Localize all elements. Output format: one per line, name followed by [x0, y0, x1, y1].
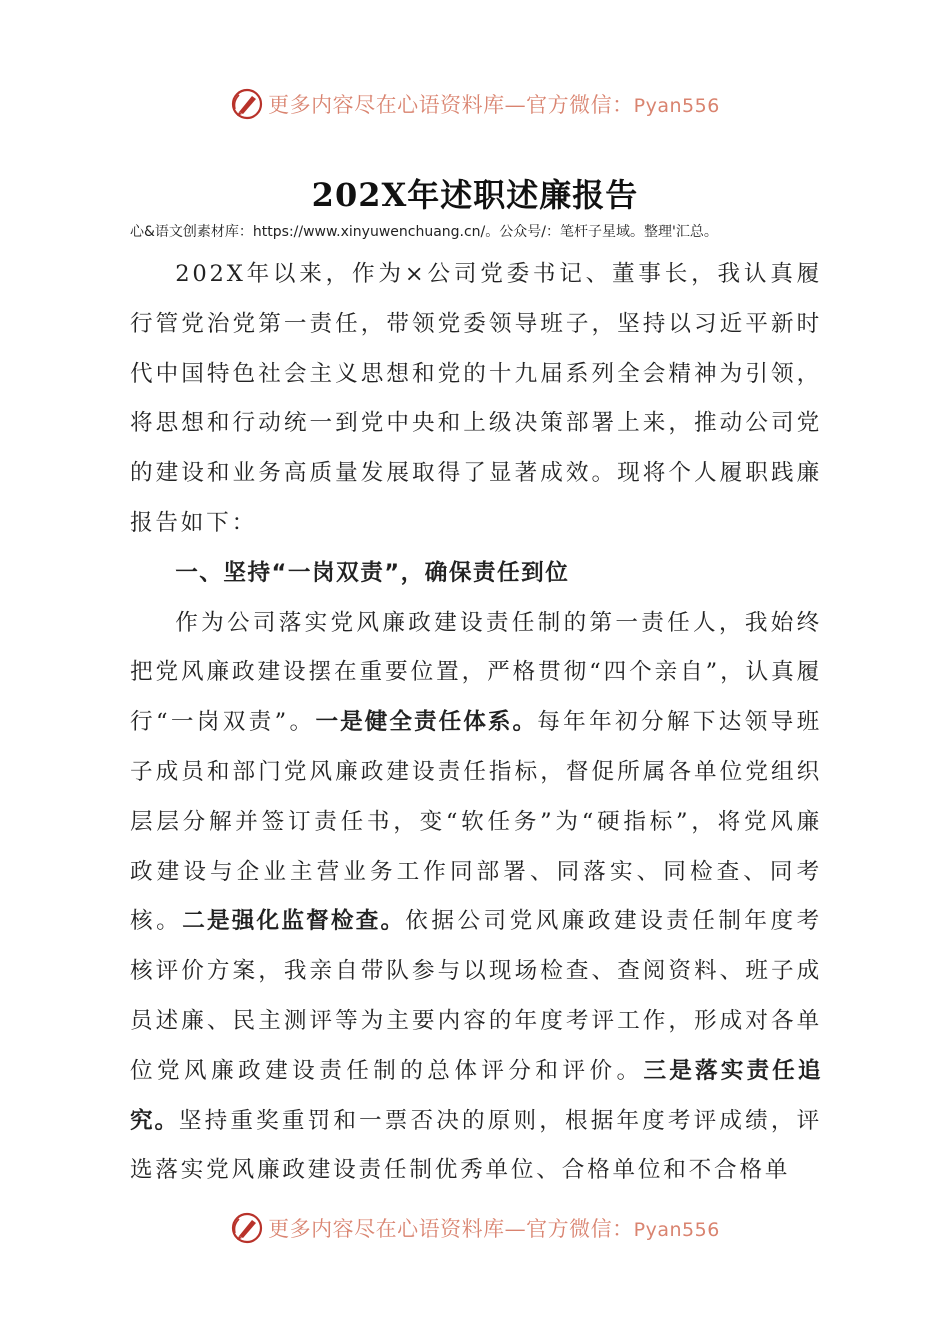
point-two-heading: 二是强化监督检查。 — [182, 908, 406, 935]
header-banner — [0, 84, 950, 124]
wechat-id: Pyan556 — [633, 95, 720, 117]
point-one-heading: 一是健全责任体系。 — [315, 709, 538, 736]
banner-text: 更多内容尽在心语资料库—官方微信：Pyan556 — [268, 93, 720, 117]
section-paragraph: 作为公司落实党风廉政建设责任制的第一责任人，我始终把党风廉政建设摆在重要位置，严格贯彻“四个亲自”，认真履行“一岗双责”。一是健全责任体系。每年年初分解下达领导班子成员和部门党风廉政建设责任指标，督促所属各单位党组织层层分解并签订责任书，变“软任务”为“硬指标”，将党风廉政建设与企业主营业务工作同部署、同落实、同检查、同考核。二是强化监督检查。依据公司党风廉政建设责任制年度考核评价方案，我亲自带队参与以现场检查、查阅资料、班子成员述廉、民主测评等为主要内容的年度考评工作，形成对各单位党风廉政建设责任制的总体评分和评价。三是落实责任追究。坚持重奖重罚和一票否决的原则，根据年度考评成绩，评选落实党风廉政建设责任制优秀单位、合格单位和不合格单 — [130, 609, 823, 1184]
document-body — [130, 250, 822, 1196]
section-heading: 一、坚持“一岗双责”，确保责任到位 — [175, 559, 570, 586]
pen-logo-icon — [230, 87, 264, 121]
intro-paragraph: 202X年以来，作为×公司党委书记、董事长，我认真履行管党治党第一责任，带领党委领导班子，坚持以习近平新时代中国特色社会主义思想和党的十九届系列全会精神为引领，将思想和行动统一到党中央和上级决策部署上来，推动公司党的建设和业务高质量发展取得了显著成效。现将个人履职践廉报告如下： — [130, 261, 822, 536]
point-three-heading: 三是落实责任追究。 — [130, 1057, 823, 1134]
wechat-id: Pyan556 — [633, 1219, 720, 1241]
source-line: 心&语文创素材库：https://www.xinyuwenchuang.cn/。公众号/：笔杆子星域。整理'汇总。 — [130, 224, 718, 240]
banner-text: 更多内容尽在心语资料库—官方微信：Pyan556 — [268, 1217, 720, 1241]
document-title: 202X年述职述廉报告 — [311, 176, 639, 214]
pen-logo-icon — [230, 1211, 264, 1245]
footer-banner — [0, 1208, 950, 1248]
